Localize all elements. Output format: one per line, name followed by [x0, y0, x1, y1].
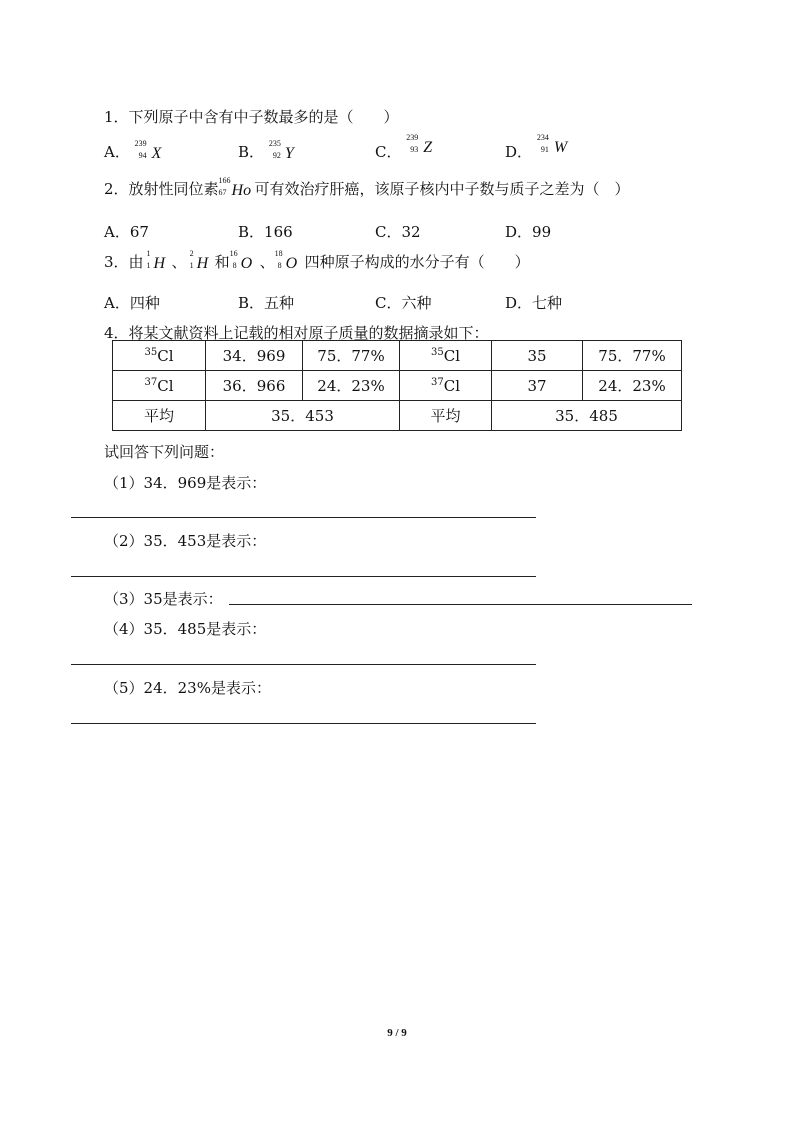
- element-symbol: W: [553, 139, 568, 156]
- table-row: [113, 341, 682, 371]
- answer-line-1[interactable]: [71, 517, 536, 518]
- q1-option-b-nuclide: [268, 139, 299, 162]
- q2-option-d: D．99: [505, 223, 552, 241]
- q4-sub-4: （4）35．485是表示：: [104, 620, 267, 638]
- table-cell: 平均: [113, 401, 206, 431]
- atomic-number: 1: [146, 261, 151, 270]
- table-cell: 24．23%: [583, 371, 682, 401]
- q1-stem: 1．下列原子中含有中子数最多的是（ ）: [104, 108, 399, 126]
- answer-line-4[interactable]: [71, 664, 536, 665]
- table-cell: [400, 371, 492, 401]
- table-cell: 36．966: [206, 371, 303, 401]
- q1-option-c-label: C．: [375, 143, 402, 161]
- table-cell: 35．485: [492, 401, 682, 431]
- table-cell: [113, 341, 206, 371]
- q4-sub-3: （3）35是表示：: [104, 590, 223, 608]
- q2-stem-post: 可有效治疗肝癌，该原子核内中子数与质子之差为（ ）: [254, 180, 630, 198]
- element-symbol: Cl: [443, 376, 460, 395]
- mass-number: 35: [144, 346, 158, 358]
- mass-number: 166: [218, 176, 231, 185]
- mass-number: 18: [274, 249, 283, 258]
- table-cell: 35．453: [206, 401, 400, 431]
- element-symbol: O: [285, 255, 298, 272]
- table-row: [113, 401, 682, 431]
- q3-nuclide-o18: [274, 249, 301, 272]
- q1-option-d-nuclide: [536, 133, 568, 156]
- q3-stem: [104, 251, 530, 272]
- atomic-number: 8: [277, 261, 282, 270]
- q1-option-b: [238, 141, 299, 162]
- q4-stem: 4．将某文献资料上记载的相对原子质量的数据摘录如下：: [104, 324, 489, 342]
- table-cell: 35: [492, 341, 583, 371]
- atomic-number: 1: [189, 261, 194, 270]
- atomic-number: 92: [272, 151, 281, 160]
- q1-option-a-label: A．: [104, 143, 130, 161]
- element-symbol: Ho: [231, 182, 252, 199]
- table-cell: 75．77%: [303, 341, 400, 371]
- element-symbol: X: [151, 145, 162, 162]
- mass-number: 35: [430, 346, 444, 358]
- table-cell: [400, 341, 492, 371]
- element-symbol: O: [240, 255, 253, 272]
- page-number: 9 / 9: [387, 1027, 407, 1039]
- mass-number: 37: [144, 376, 158, 388]
- mass-number: 2: [189, 249, 194, 258]
- mass-number: 37: [430, 376, 444, 388]
- q1-option-a: [104, 141, 165, 162]
- q2-option-c: C．32: [375, 223, 421, 241]
- mass-number: 235: [268, 139, 281, 148]
- table-cell: [113, 371, 206, 401]
- table-cell: 75．77%: [583, 341, 682, 371]
- mass-number: 239: [134, 139, 147, 148]
- q1-option-c: [375, 133, 436, 162]
- q3-nuclide-h2: [187, 249, 211, 272]
- q3-sep1: 、: [171, 253, 187, 271]
- element-symbol: Cl: [157, 376, 174, 395]
- mass-number: 234: [536, 133, 549, 142]
- answer-line-2[interactable]: [71, 576, 536, 577]
- element-symbol: H: [153, 255, 166, 272]
- table-cell: 平均: [400, 401, 492, 431]
- element-symbol: Z: [423, 139, 433, 156]
- q2-option-a: A．67: [104, 223, 149, 241]
- q1-option-b-label: B．: [238, 143, 265, 161]
- element-symbol: Y: [284, 145, 294, 162]
- q3-sep3: 、: [259, 253, 275, 271]
- q3-option-d: D．七种: [505, 294, 563, 312]
- element-symbol: H: [196, 255, 209, 272]
- q4-prompt: 试回答下列问题：: [104, 443, 225, 461]
- atomic-number: 94: [138, 151, 147, 160]
- q4-sub-5: （5）24．23%是表示：: [104, 679, 271, 697]
- element-symbol: Cl: [443, 346, 460, 365]
- q3-stem-pre: 3．由: [104, 253, 144, 271]
- answer-line-3[interactable]: [229, 604, 692, 605]
- mass-number: 1: [146, 249, 151, 258]
- table-row: [113, 371, 682, 401]
- table-cell: 34．969: [206, 341, 303, 371]
- atomic-number: 8: [232, 261, 237, 270]
- q3-nuclide-o16: [229, 249, 256, 272]
- q1-option-c-nuclide: [406, 133, 436, 156]
- mass-number: 239: [406, 133, 419, 142]
- table-cell: 37: [492, 371, 583, 401]
- q3-option-a: A．四种: [104, 294, 160, 312]
- q2-nuclide: [218, 176, 255, 199]
- q1-option-a-nuclide: [134, 139, 165, 162]
- q4-sub-2: （2）35．453是表示：: [104, 532, 267, 550]
- q3-option-b: B．五种: [238, 294, 295, 312]
- q2-option-b: B．166: [238, 223, 293, 241]
- answer-line-5[interactable]: [71, 723, 536, 724]
- atomic-number: 93: [410, 145, 419, 154]
- q4-sub-1: （1）34．969是表示：: [104, 474, 267, 492]
- q1-option-d-label: D．: [505, 143, 533, 161]
- q2-stem: [104, 178, 630, 199]
- atomic-number: 91: [540, 145, 549, 154]
- isotope-table: [112, 340, 682, 431]
- q3-nuclide-h1: [144, 249, 168, 272]
- table-cell: 24．23%: [303, 371, 400, 401]
- q3-option-c: C．六种: [375, 294, 432, 312]
- q3-stem-post: 四种原子构成的水分子有（ ）: [304, 253, 530, 271]
- atomic-number: 67: [218, 188, 227, 197]
- q1-option-d: [505, 133, 568, 162]
- q3-sep2: 和: [214, 253, 230, 271]
- element-symbol: Cl: [157, 346, 174, 365]
- q2-stem-pre: 2．放射性同位素: [104, 180, 219, 198]
- mass-number: 16: [229, 249, 238, 258]
